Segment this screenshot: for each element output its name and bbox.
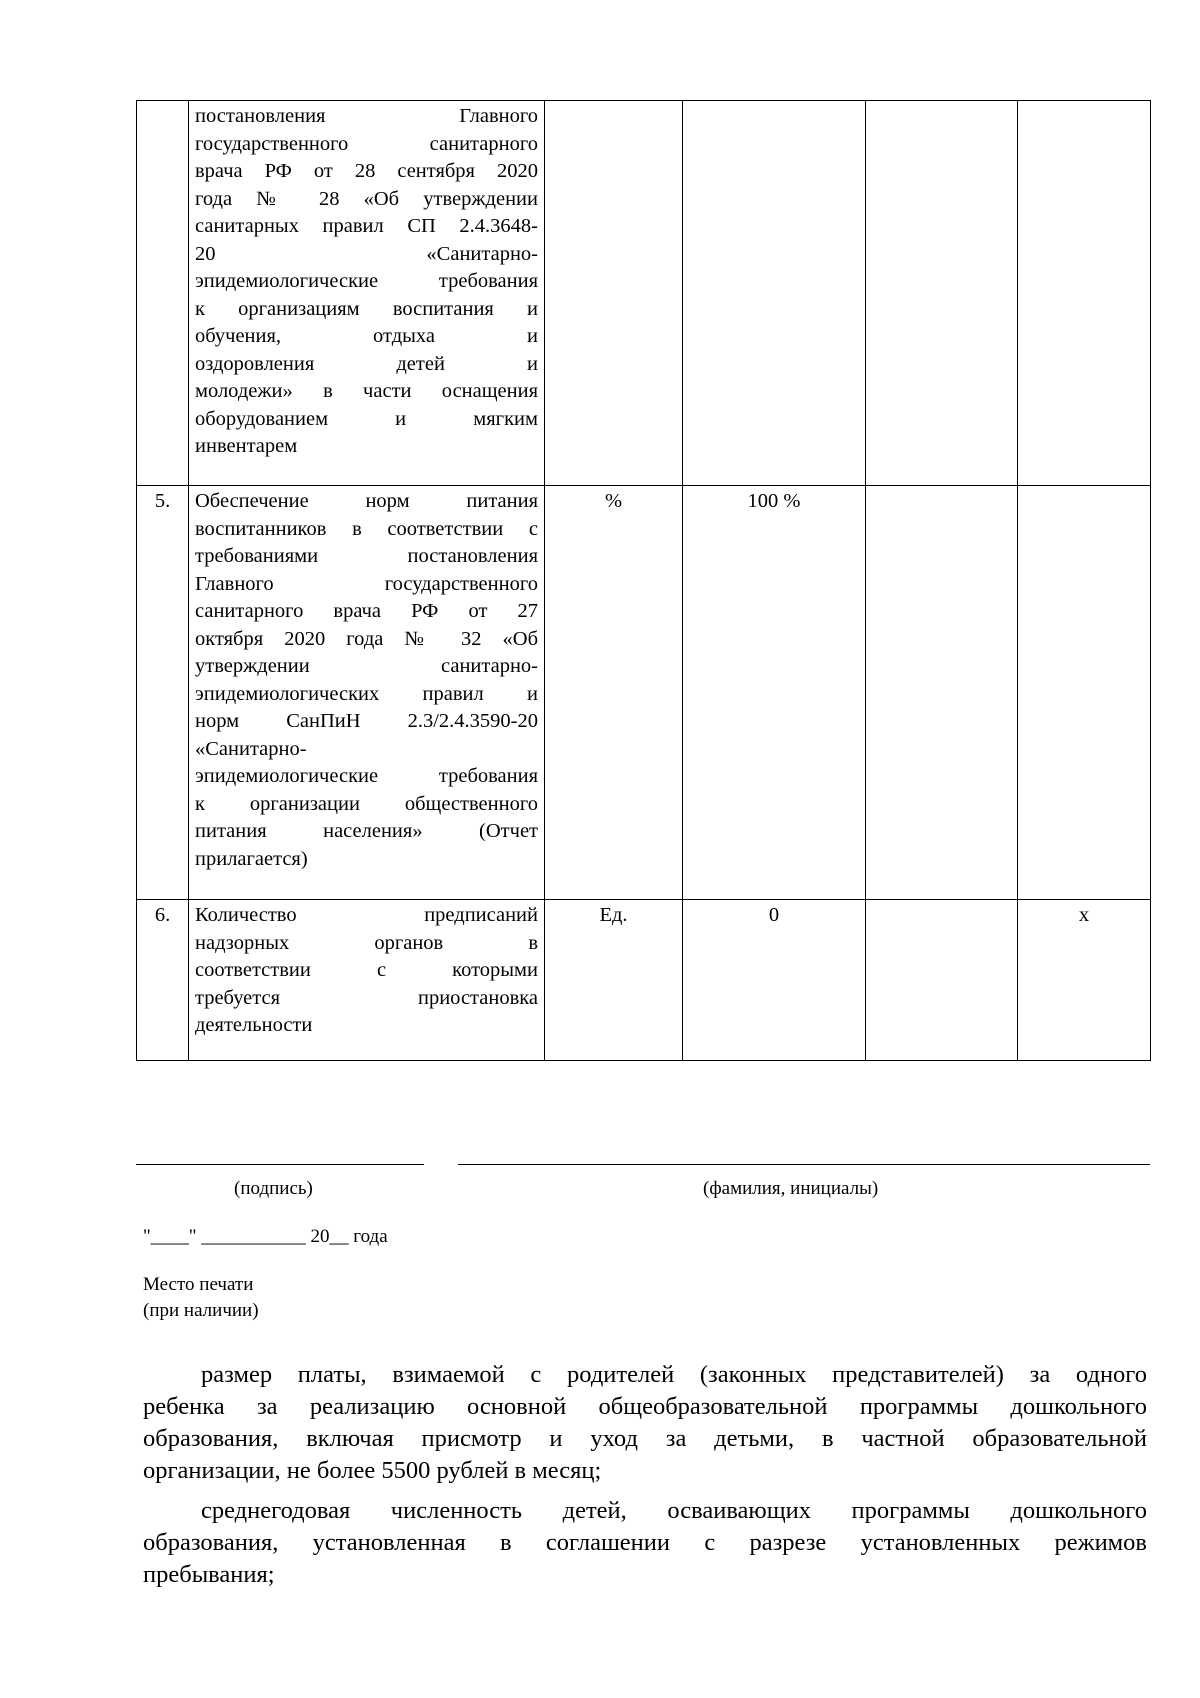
stamp-label: Место печати — [143, 1274, 254, 1295]
paragraph-enrollment — [143, 1495, 1147, 1591]
description-line: врача РФ от 28 сентября 2020 — [195, 160, 538, 182]
signature-line — [136, 1164, 424, 1165]
paragraph-line: образования, установленная в соглашении с разрезе установленных режимов — [143, 1529, 1147, 1556]
unit-cell — [545, 101, 683, 486]
extra-cell — [866, 900, 1018, 1061]
description-line: санитарных правил СП 2.4.3648- — [195, 215, 538, 237]
description-line: санитарного врача РФ от 27 — [195, 600, 538, 622]
name-caption: (фамилия, инициалы) — [703, 1178, 879, 1199]
description-line: оздоровления детей и — [195, 352, 538, 375]
extra-cell — [866, 101, 1018, 486]
indicators-table — [136, 100, 1151, 1061]
table-row — [137, 486, 1151, 900]
row-number: 5. — [137, 486, 189, 900]
description-line: государственного санитарного — [195, 132, 538, 155]
description-line: октября 2020 года № 32 «Об — [195, 627, 538, 650]
indicator-description — [189, 486, 545, 900]
description-line: эпидемиологические требования — [195, 765, 538, 787]
description-line: утверждении санитарно- — [195, 655, 538, 677]
description-line: к организациям воспитания и — [195, 297, 538, 320]
value-cell: 0 — [683, 900, 866, 1061]
indicator-description — [189, 101, 545, 486]
signature-caption: (подпись) — [234, 1178, 313, 1199]
row-number — [137, 101, 189, 486]
description-line: надзорных органов в — [195, 931, 538, 954]
unit-cell: % — [545, 486, 683, 900]
description-line: инвентарем — [195, 435, 298, 457]
table-row — [137, 900, 1151, 1061]
value-cell: 100 % — [683, 486, 866, 900]
extra-cell — [866, 486, 1018, 900]
name-line — [458, 1164, 1150, 1165]
stamp-note: (при наличии) — [143, 1300, 259, 1321]
description-line: эпидемиологических правил и — [195, 682, 538, 705]
description-line: соответствии с которыми — [195, 959, 538, 981]
description-line: 20 «Санитарно- — [195, 242, 538, 265]
description-line: оборудованием и мягким — [195, 407, 538, 430]
description-line: обучения, отдыха и — [195, 325, 538, 347]
description-line: норм СанПиН 2.3/2.4.3590-20 — [195, 710, 538, 732]
description-line: Главного государственного — [195, 572, 538, 595]
description-line: постановления Главного — [195, 105, 538, 127]
unit-cell: Ед. — [545, 900, 683, 1061]
description-line: питания населения» (Отчет — [195, 820, 538, 842]
paragraph-line: образования, включая присмотр и уход за детьми, в частной образовательной — [143, 1425, 1147, 1452]
description-line: требуется приостановка — [195, 986, 538, 1009]
mark-cell — [1018, 486, 1151, 900]
indicator-description — [189, 900, 545, 1061]
paragraph-line: ребенка за реализацию основной общеобразовательной программы дошкольного — [143, 1393, 1147, 1420]
paragraph-line: размер платы, взимаемой с родителей (законных представителей) за одного — [201, 1361, 1147, 1388]
description-line: эпидемиологические требования — [195, 270, 538, 292]
description-line: прилагается) — [195, 847, 308, 870]
table-row — [137, 101, 1151, 486]
stamp-placeholder — [143, 1272, 259, 1324]
description-line: года № 28 «Об утверждении — [195, 187, 538, 210]
description-line: к организации общественного — [195, 792, 538, 815]
description-line: деятельности — [195, 1014, 313, 1036]
paragraph-line: среднегодовая численность детей, осваивающих программы дошкольного — [201, 1497, 1147, 1524]
description-line: Обеспечение норм питания — [195, 490, 538, 512]
date-line: "____" ___________ 20__ года — [143, 1226, 388, 1247]
paragraph-line: пребывания; — [143, 1561, 275, 1588]
mark-cell — [1018, 101, 1151, 486]
description-line: требованиями постановления — [195, 545, 538, 567]
row-number: 6. — [137, 900, 189, 1061]
description-line: Количество предписаний — [195, 904, 538, 926]
description-line: молодежи» в части оснащения — [195, 380, 538, 402]
paragraph-line: организации, не более 5500 рублей в месяц; — [143, 1457, 602, 1484]
description-line: «Санитарно- — [195, 737, 307, 760]
value-cell — [683, 101, 866, 486]
description-line: воспитанников в соответствии с — [195, 517, 538, 540]
paragraph-fee — [143, 1359, 1147, 1487]
mark-cell: х — [1018, 900, 1151, 1061]
